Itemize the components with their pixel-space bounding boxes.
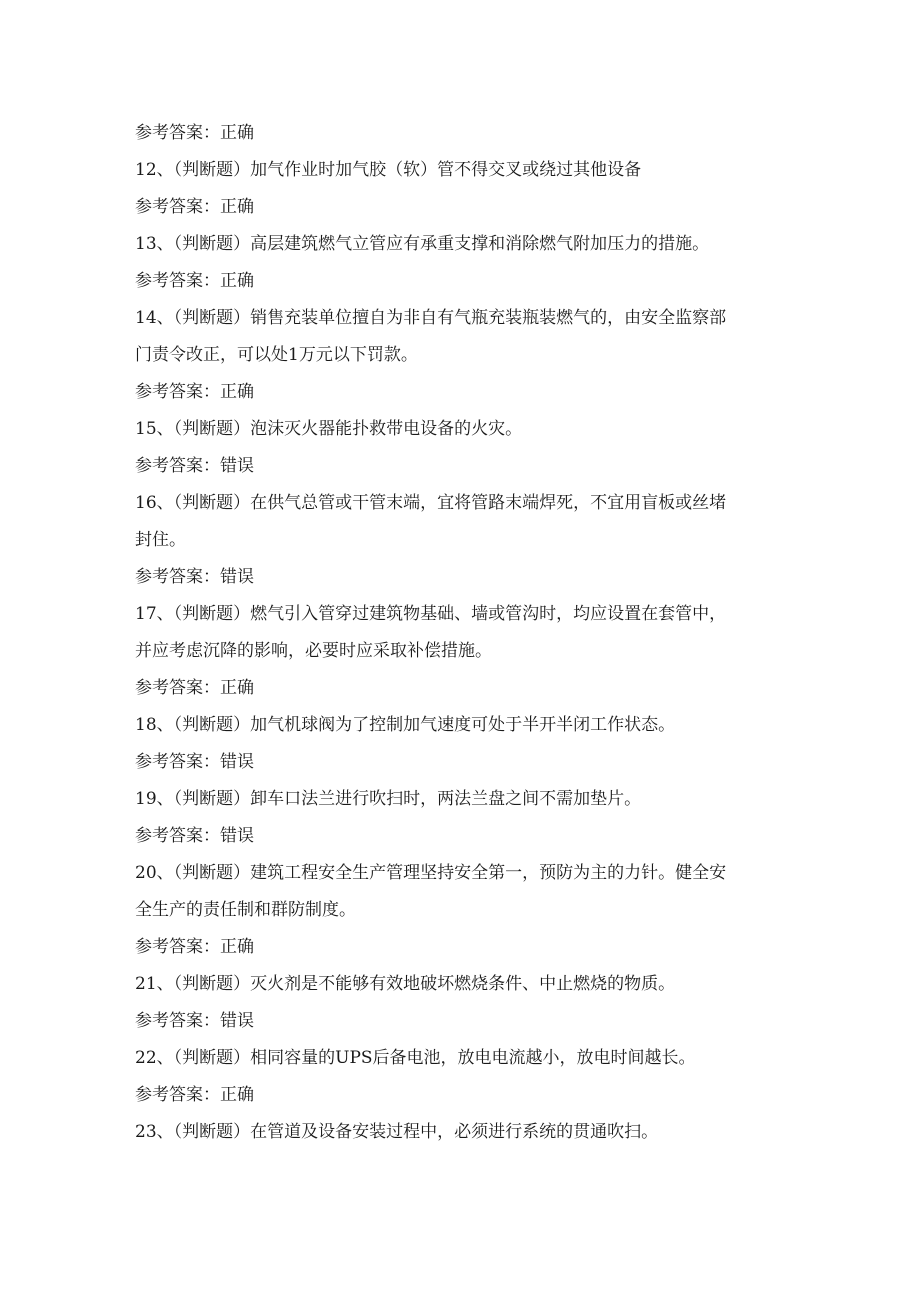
question-list: [135, 115, 790, 1151]
answer-label: 参考答案：: [135, 123, 220, 143]
question-text: 13、（判断题）高层建筑燃气立管应有承重支撑和消除燃气附加压力的措施。: [135, 234, 710, 254]
answer-value: 正确: [220, 382, 254, 402]
answer-label: 参考答案：: [135, 382, 220, 402]
question-item: [135, 1040, 790, 1114]
answer-line: [135, 263, 790, 300]
answer-value: 正确: [220, 271, 254, 291]
question-item: [135, 300, 790, 411]
question-text: 14、（判断题）销售充装单位擅自为非自有气瓶充装瓶装燃气的，由安全监察部: [135, 308, 727, 328]
question-item: [135, 1114, 790, 1151]
answer-label: 参考答案：: [135, 1085, 220, 1105]
answer-line: [135, 1077, 790, 1114]
answer-label: 参考答案：: [135, 1011, 220, 1031]
answer-label: 参考答案：: [135, 826, 220, 846]
answer-line: [135, 189, 790, 226]
answer-value: 正确: [220, 678, 254, 698]
answer-value: 正确: [220, 197, 254, 217]
question-item: [135, 707, 790, 781]
question-text: 21、（判断题）灭火剂是不能够有效地破坏燃烧条件、中止燃烧的物质。: [135, 974, 676, 994]
question-item: [135, 596, 790, 707]
answer-label: 参考答案：: [135, 271, 220, 291]
answer-label: 参考答案：: [135, 197, 220, 217]
question-item: [135, 966, 790, 1040]
answer-line: [135, 818, 790, 855]
answer-label: 参考答案：: [135, 678, 220, 698]
answer-value: 正确: [220, 123, 254, 143]
answer-label: 参考答案：: [135, 752, 220, 772]
answer-value: 错误: [220, 567, 254, 587]
question-text: 17、（判断题）燃气引入管穿过建筑物基础、墙或管沟时，均应设置在套管中，: [135, 604, 727, 624]
question-text: 16、（判断题）在供气总管或干管末端，宜将管路末端焊死，不宜用盲板或丝堵: [135, 493, 727, 513]
answer-value: 错误: [220, 826, 254, 846]
answer-line: [135, 670, 790, 707]
answer-value: 错误: [220, 1011, 254, 1031]
question-text: 15、（判断题）泡沫灭火器能扑救带电设备的火灾。: [135, 419, 523, 439]
answer-line: [135, 374, 790, 411]
question-item: [135, 226, 790, 300]
question-item: [135, 855, 790, 966]
question-item: [135, 485, 790, 596]
answer-line: [135, 448, 790, 485]
question-text: 12、（判断题）加气作业时加气胶（软）管不得交叉或绕过其他设备: [135, 160, 642, 180]
answer-line: [135, 559, 790, 596]
answer-line: [135, 744, 790, 781]
answer-value: 错误: [220, 752, 254, 772]
answer-label: 参考答案：: [135, 456, 220, 476]
question-text: 23、（判断题）在管道及设备安装过程中，必须进行系统的贯通吹扫。: [135, 1122, 659, 1142]
answer-value: 正确: [220, 937, 254, 957]
question-text: 22、（判断题）相同容量的UPS后备电池，放电电流越小，放电时间越长。: [135, 1048, 696, 1068]
question-text: 19、（判断题）卸车口法兰进行吹扫时，两法兰盘之间不需加垫片。: [135, 789, 642, 809]
question-text: 封住。: [135, 530, 186, 550]
question-text: 全生产的责任制和群防制度。: [135, 900, 356, 920]
question-text: 门责令改正，可以处1万元以下罚款。: [135, 345, 418, 365]
answer-label: 参考答案：: [135, 937, 220, 957]
question-item: [135, 152, 790, 226]
question-text: 20、（判断题）建筑工程安全生产管理坚持安全第一，预防为主的力针。健全安: [135, 863, 727, 883]
question-text: 并应考虑沉降的影响，必要时应采取补偿措施。: [135, 641, 492, 661]
answer-value: 错误: [220, 456, 254, 476]
answer-line: [135, 115, 790, 152]
answer-line: [135, 929, 790, 966]
answer-label: 参考答案：: [135, 567, 220, 587]
answer-value: 正确: [220, 1085, 254, 1105]
answer-line: [135, 1003, 790, 1040]
question-item: [135, 411, 790, 485]
question-item: [135, 781, 790, 855]
question-text: 18、（判断题）加气机球阀为了控制加气速度可处于半开半闭工作状态。: [135, 715, 676, 735]
